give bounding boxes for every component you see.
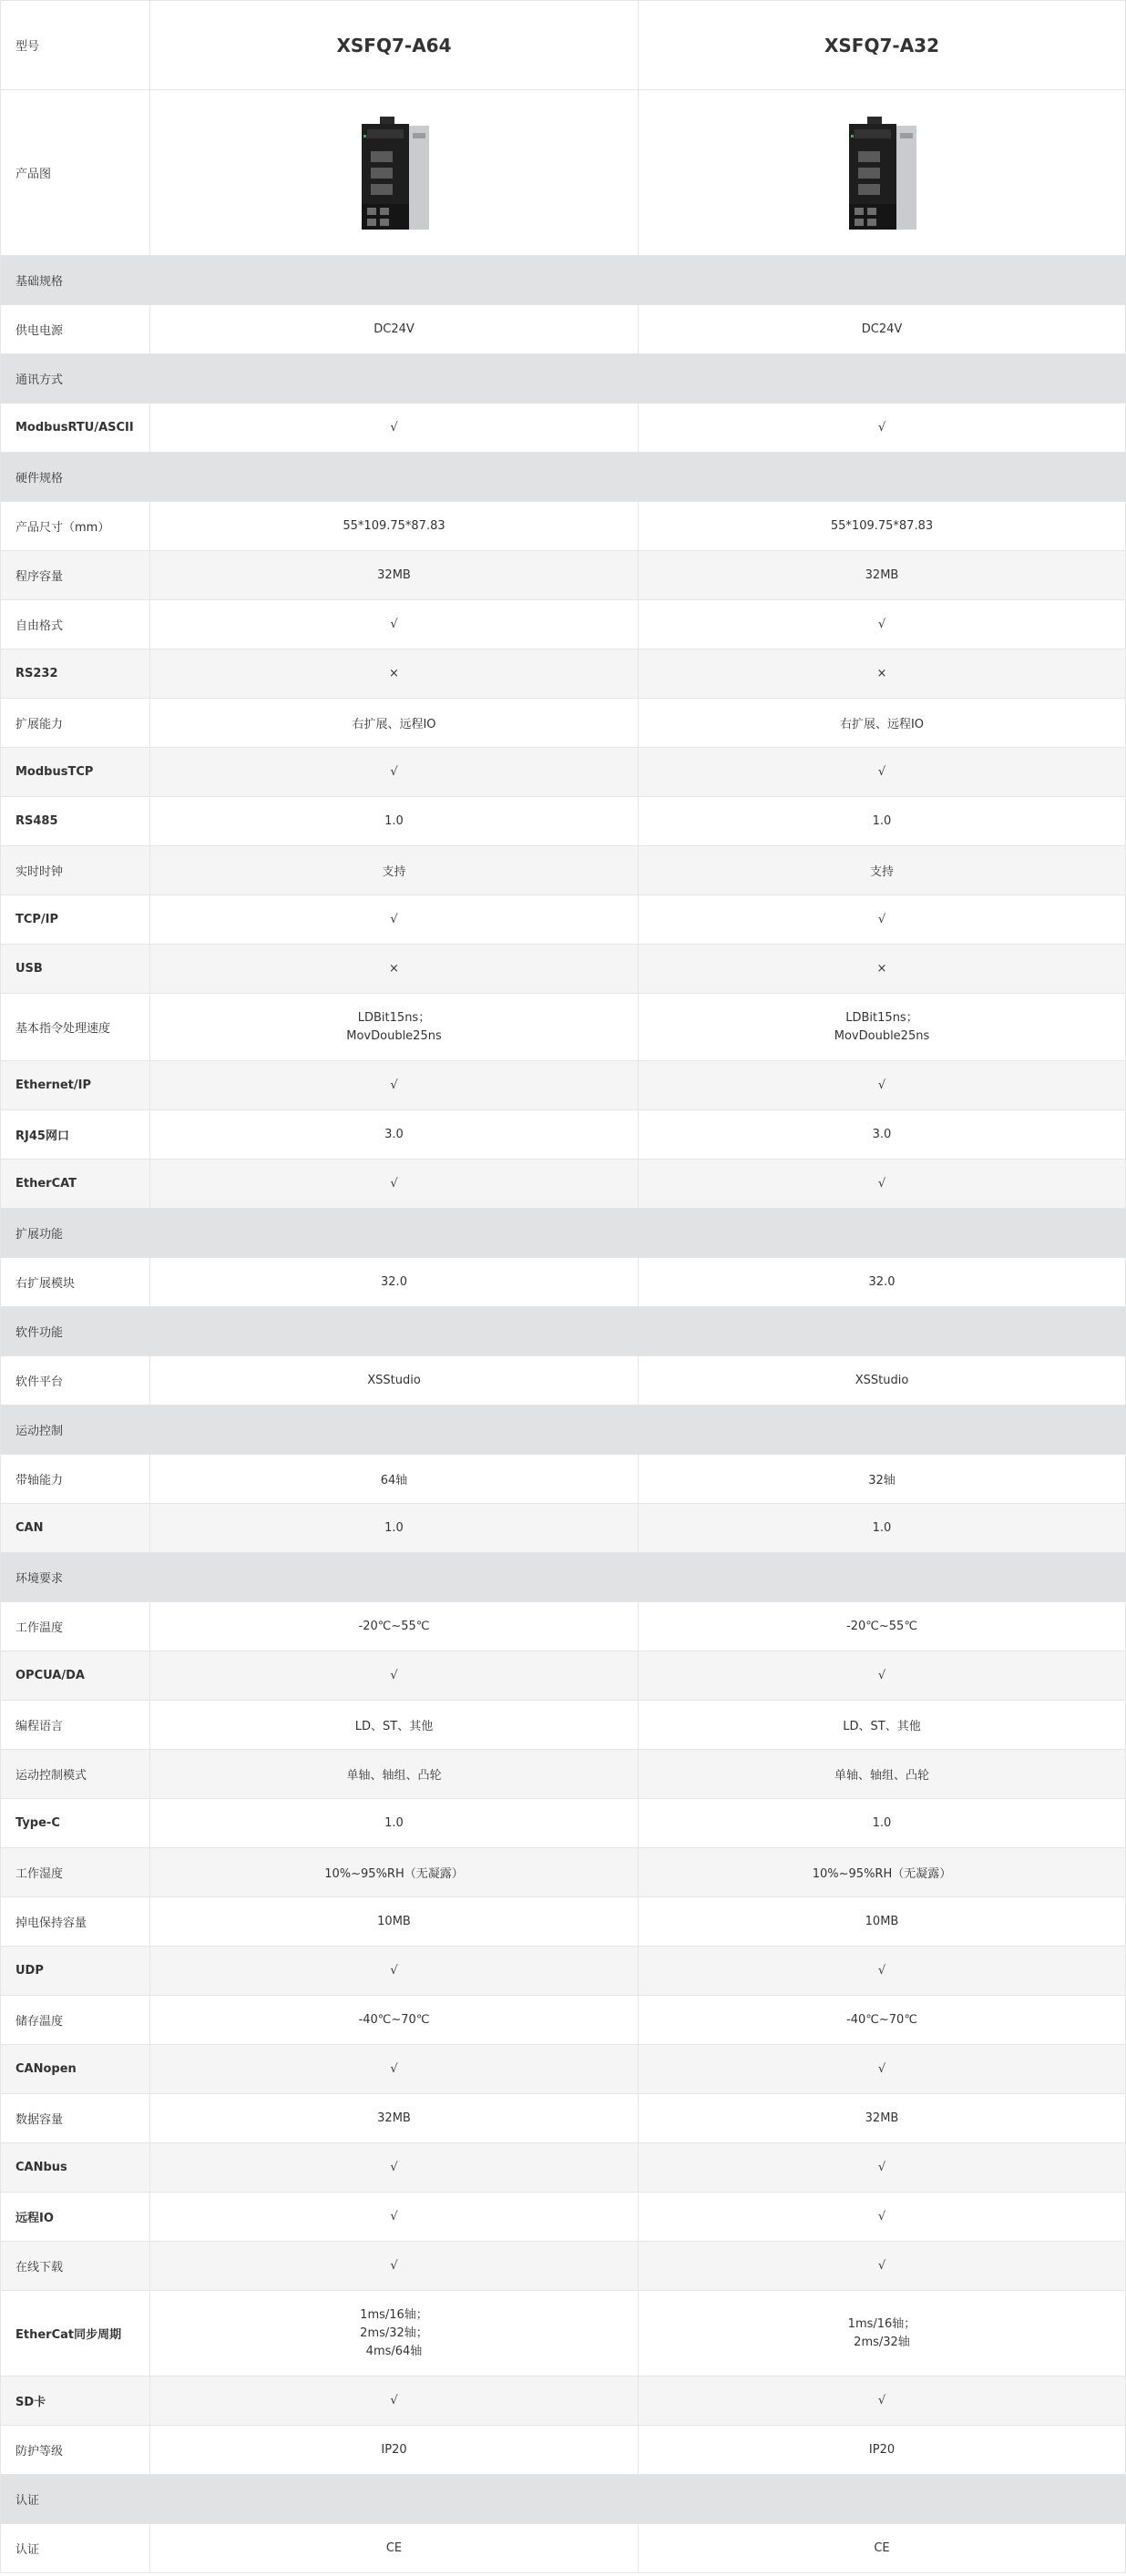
spec-value-a: 1.0 — [150, 1799, 639, 1847]
value-line: 2ms/32轴 — [854, 2335, 910, 2349]
spec-value-a: 10MB — [150, 1897, 639, 1946]
spec-value-b: 单轴、轴组、凸轮 — [639, 1750, 1126, 1798]
model-name-a: XSFQ7-A64 — [150, 1, 639, 89]
spec-label: TCP/IP — [0, 895, 150, 944]
spec-label: CANbus — [0, 2143, 150, 2192]
spec-row — [0, 1996, 1126, 2045]
spec-row — [0, 2377, 1126, 2426]
spec-row — [0, 1061, 1126, 1110]
spec-value-a: √ — [150, 2242, 639, 2290]
spec-label: RS232 — [0, 649, 150, 698]
spec-value-b — [639, 994, 1126, 1060]
spec-row — [0, 2143, 1126, 2193]
spec-value-b: √ — [639, 2143, 1126, 2192]
spec-value-a: CE — [150, 2524, 639, 2572]
spec-value-a — [150, 994, 639, 1060]
spec-row — [0, 2426, 1126, 2475]
spec-value-b: 1.0 — [639, 797, 1126, 845]
plc-module-image — [354, 117, 435, 230]
spec-value-b: √ — [639, 748, 1126, 796]
spec-value-a: 单轴、轴组、凸轮 — [150, 1750, 639, 1798]
spec-value-b: √ — [639, 1651, 1126, 1700]
spec-value-b: 支持 — [639, 846, 1126, 894]
spec-row — [0, 1848, 1126, 1897]
value-line: MovDouble25ns — [346, 1028, 442, 1043]
spec-value-b: √ — [639, 895, 1126, 944]
spec-value-b: XSStudio — [639, 1356, 1126, 1405]
section-title: 扩展功能 — [0, 1209, 1126, 1257]
spec-label: 工作湿度 — [0, 1848, 150, 1896]
spec-label: 认证 — [0, 2524, 150, 2572]
spec-value-b: × — [639, 945, 1126, 993]
spec-label: RS485 — [0, 797, 150, 845]
spec-row — [0, 1897, 1126, 1947]
spec-value-a: √ — [150, 2377, 639, 2425]
product-image-row — [0, 90, 1126, 256]
spec-row — [0, 1455, 1126, 1504]
spec-value-b: 右扩展、远程IO — [639, 699, 1126, 747]
spec-value-a: √ — [150, 2193, 639, 2241]
section-title: 运动控制 — [0, 1406, 1126, 1454]
section-header-row — [0, 2475, 1126, 2524]
spec-label: 储存温度 — [0, 1996, 150, 2044]
section-header-row — [0, 1406, 1126, 1455]
spec-label: UDP — [0, 1947, 150, 1995]
spec-label: USB — [0, 945, 150, 993]
spec-row — [0, 1356, 1126, 1406]
spec-value-a: √ — [150, 748, 639, 796]
section-title: 环境要求 — [0, 1553, 1126, 1601]
spec-value-b: 1.0 — [639, 1799, 1126, 1847]
section-header-row — [0, 1307, 1126, 1356]
spec-row — [0, 1701, 1126, 1750]
plc-module-image — [842, 117, 922, 230]
section-title: 通讯方式 — [0, 354, 1126, 403]
spec-value-a: × — [150, 945, 639, 993]
spec-row — [0, 649, 1126, 699]
spec-value-a: √ — [150, 404, 639, 452]
spec-row — [0, 2193, 1126, 2242]
spec-row — [0, 846, 1126, 895]
spec-label: 带轴能力 — [0, 1455, 150, 1503]
spec-row — [0, 1258, 1126, 1307]
spec-value-b: 32轴 — [639, 1455, 1126, 1503]
spec-value-b: CE — [639, 2524, 1126, 2572]
product-image-label: 产品图 — [0, 90, 150, 255]
spec-value-b: DC24V — [639, 305, 1126, 353]
spec-value-a: 右扩展、远程IO — [150, 699, 639, 747]
model-label: 型号 — [0, 1, 150, 89]
spec-value-b: √ — [639, 2377, 1126, 2425]
spec-label: 远程IO — [0, 2193, 150, 2241]
spec-row — [0, 699, 1126, 748]
spec-value-b: 55*109.75*87.83 — [639, 502, 1126, 550]
spec-label: 数据容量 — [0, 2094, 150, 2142]
value-line: 2ms/32轴； — [360, 2326, 428, 2340]
spec-value-a: √ — [150, 1651, 639, 1700]
spec-value-b: √ — [639, 2045, 1126, 2093]
spec-row — [0, 1504, 1126, 1553]
spec-row — [0, 945, 1126, 994]
spec-value-a: LD、ST、其他 — [150, 1701, 639, 1749]
spec-value-b: √ — [639, 2193, 1126, 2241]
value-line: MovDouble25ns — [834, 1028, 930, 1043]
spec-row — [0, 1110, 1126, 1160]
spec-value-a: √ — [150, 895, 639, 944]
section-title: 软件功能 — [0, 1307, 1126, 1355]
spec-value-a: DC24V — [150, 305, 639, 353]
spec-value-a: XSStudio — [150, 1356, 639, 1405]
spec-label: OPCUA/DA — [0, 1651, 150, 1700]
section-title: 认证 — [0, 2475, 1126, 2523]
spec-label: 产品尺寸（mm） — [0, 502, 150, 550]
spec-value-a: × — [150, 649, 639, 698]
spec-row — [0, 2045, 1126, 2094]
spec-row — [0, 1651, 1126, 1701]
spec-label: 右扩展模块 — [0, 1258, 150, 1306]
spec-value-b: LD、ST、其他 — [639, 1701, 1126, 1749]
spec-label: 编程语言 — [0, 1701, 150, 1749]
spec-value-a: 32.0 — [150, 1258, 639, 1306]
spec-value-b: 1.0 — [639, 1504, 1126, 1552]
spec-label: CAN — [0, 1504, 150, 1552]
section-header-row — [0, 354, 1126, 404]
spec-row — [0, 2242, 1126, 2291]
spec-value-a: 64轴 — [150, 1455, 639, 1503]
spec-row — [0, 502, 1126, 551]
spec-label: 在线下载 — [0, 2242, 150, 2290]
multiline-value — [346, 1009, 441, 1046]
spec-label: Type-C — [0, 1799, 150, 1847]
spec-row — [0, 1602, 1126, 1651]
spec-value-a: 1.0 — [150, 797, 639, 845]
spec-value-a: √ — [150, 1061, 639, 1109]
spec-label: EtherCat同步周期 — [0, 2291, 150, 2376]
spec-value-a: 10%~95%RH（无凝露） — [150, 1848, 639, 1896]
spec-value-b: 32MB — [639, 551, 1126, 599]
spec-value-b: 10%~95%RH（无凝露） — [639, 1848, 1126, 1896]
spec-label: 供电电源 — [0, 305, 150, 353]
spec-label: 扩展能力 — [0, 699, 150, 747]
spec-label: 防护等级 — [0, 2426, 150, 2474]
model-row — [0, 1, 1126, 90]
spec-row — [0, 551, 1126, 600]
spec-row — [0, 404, 1126, 453]
spec-label: 工作温度 — [0, 1602, 150, 1651]
spec-row — [0, 1160, 1126, 1209]
spec-value-b: 32MB — [639, 2094, 1126, 2142]
spec-value-a: √ — [150, 1947, 639, 1995]
spec-value-a: 32MB — [150, 551, 639, 599]
spec-row — [0, 748, 1126, 797]
spec-label: 程序容量 — [0, 551, 150, 599]
spec-label: ModbusTCP — [0, 748, 150, 796]
spec-label: Ethernet/IP — [0, 1061, 150, 1109]
spec-value-b: √ — [639, 600, 1126, 649]
spec-row — [0, 994, 1126, 1061]
spec-row — [0, 2524, 1126, 2573]
spec-label: CANopen — [0, 2045, 150, 2093]
spec-row — [0, 895, 1126, 945]
spec-value-a: -40℃~70℃ — [150, 1996, 639, 2044]
spec-value-b: 3.0 — [639, 1110, 1126, 1159]
spec-label: SD卡 — [0, 2377, 150, 2425]
product-image-a — [150, 90, 639, 255]
spec-value-b: IP20 — [639, 2426, 1126, 2474]
spec-value-b: √ — [639, 2242, 1126, 2290]
spec-row — [0, 1799, 1126, 1848]
spec-row — [0, 1947, 1126, 1996]
spec-value-b: -40℃~70℃ — [639, 1996, 1126, 2044]
spec-value-b: √ — [639, 404, 1126, 452]
value-line: 1ms/16轴； — [847, 2316, 916, 2331]
multiline-value — [360, 2306, 428, 2361]
spec-value-a: √ — [150, 2045, 639, 2093]
spec-value-a: √ — [150, 600, 639, 649]
spec-value-a: √ — [150, 2143, 639, 2192]
spec-label: 基本指令处理速度 — [0, 994, 150, 1060]
spec-value-b: -20℃~55℃ — [639, 1602, 1126, 1651]
spec-value-b: √ — [639, 1160, 1126, 1208]
product-image-b — [639, 90, 1126, 255]
spec-row — [0, 797, 1126, 846]
multiline-value — [848, 2315, 916, 2352]
spec-label: ModbusRTU/ASCII — [0, 404, 150, 452]
spec-value-a: 32MB — [150, 2094, 639, 2142]
spec-value-a: -20℃~55℃ — [150, 1602, 639, 1651]
spec-value-a: 55*109.75*87.83 — [150, 502, 639, 550]
spec-value-b: 10MB — [639, 1897, 1126, 1946]
value-line: LDBit15ns； — [845, 1010, 918, 1025]
spec-value-a: 1.0 — [150, 1504, 639, 1552]
spec-label: EtherCAT — [0, 1160, 150, 1208]
spec-value-a: 支持 — [150, 846, 639, 894]
spec-value-a: 3.0 — [150, 1110, 639, 1159]
spec-value-b: 32.0 — [639, 1258, 1126, 1306]
spec-row — [0, 305, 1126, 354]
spec-value-b: √ — [639, 1061, 1126, 1109]
spec-label: 运动控制模式 — [0, 1750, 150, 1798]
section-title: 硬件规格 — [0, 453, 1126, 501]
spec-row — [0, 600, 1126, 649]
value-line: LDBit15ns； — [357, 1010, 431, 1025]
spec-value-a: IP20 — [150, 2426, 639, 2474]
spec-value-b — [639, 2291, 1126, 2376]
value-line: 4ms/64轴 — [365, 2344, 423, 2358]
spec-row — [0, 1750, 1126, 1799]
spec-value-b: √ — [639, 1947, 1126, 1995]
spec-label: 软件平台 — [0, 1356, 150, 1405]
spec-label: 实时时钟 — [0, 846, 150, 894]
section-header-row — [0, 1553, 1126, 1602]
spec-row — [0, 2291, 1126, 2377]
section-title: 基础规格 — [0, 256, 1126, 304]
spec-label: 掉电保持容量 — [0, 1897, 150, 1946]
model-name-b: XSFQ7-A32 — [639, 1, 1126, 89]
spec-label: RJ45网口 — [0, 1110, 150, 1159]
multiline-value — [834, 1009, 929, 1046]
section-header-row — [0, 453, 1126, 502]
spec-value-a — [150, 2291, 639, 2376]
section-header-row — [0, 256, 1126, 305]
spec-label: 自由格式 — [0, 600, 150, 649]
spec-value-b: × — [639, 649, 1126, 698]
spec-rows — [0, 256, 1126, 2573]
spec-row — [0, 2094, 1126, 2143]
spec-value-a: √ — [150, 1160, 639, 1208]
section-header-row — [0, 1209, 1126, 1258]
value-line: 1ms/16轴； — [360, 2307, 428, 2322]
